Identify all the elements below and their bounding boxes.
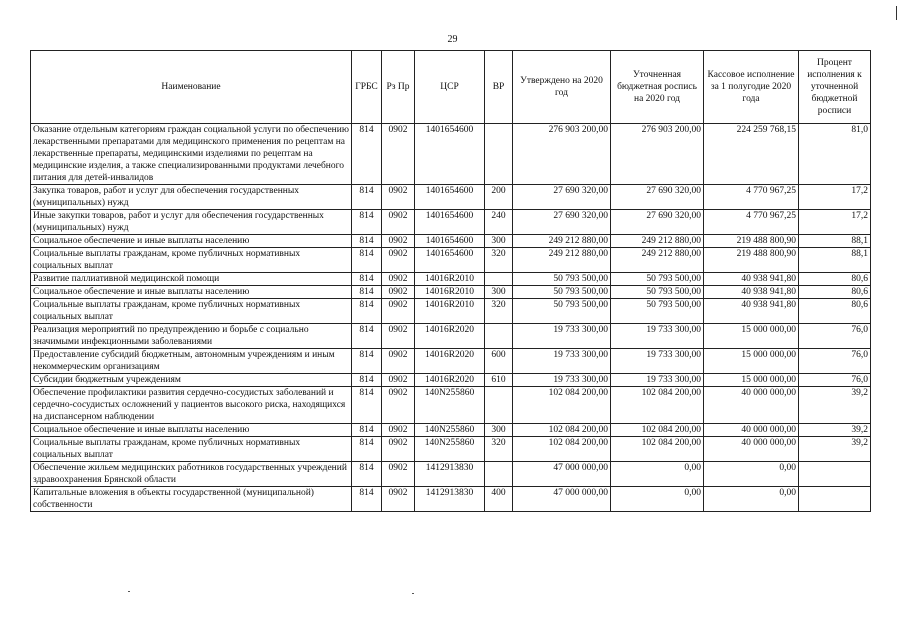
cell-refined: 50 793 500,00 xyxy=(611,286,704,299)
cell-cash: 40 938 941,80 xyxy=(704,286,799,299)
table-row xyxy=(31,324,871,349)
cell-refined: 102 084 200,00 xyxy=(611,437,704,462)
cell-percent: 88,1 xyxy=(799,248,871,273)
cell-csr: 14016R2010 xyxy=(415,299,485,324)
cell-rzpr: 0902 xyxy=(382,387,415,424)
cell-approved: 50 793 500,00 xyxy=(513,286,611,299)
cell-percent: 88,1 xyxy=(799,235,871,248)
cell-approved: 19 733 300,00 xyxy=(513,349,611,374)
cell-approved: 249 212 880,00 xyxy=(513,235,611,248)
table-body xyxy=(31,124,871,512)
table-row xyxy=(31,487,871,512)
cell-csr: 1401654600 xyxy=(415,235,485,248)
cell-rzpr: 0902 xyxy=(382,235,415,248)
cell-percent: 81,0 xyxy=(799,124,871,185)
cell-refined: 19 733 300,00 xyxy=(611,349,704,374)
cell-name: Развитие паллиативной медицинской помощи xyxy=(31,273,352,286)
cell-rzpr: 0902 xyxy=(382,324,415,349)
budget-table xyxy=(30,50,871,512)
cell-percent xyxy=(799,487,871,512)
cell-approved: 27 690 320,00 xyxy=(513,185,611,210)
scan-dust xyxy=(0,590,905,596)
cell-approved: 50 793 500,00 xyxy=(513,273,611,286)
cell-csr: 14016R2010 xyxy=(415,286,485,299)
cell-cash: 4 770 967,25 xyxy=(704,185,799,210)
table-row xyxy=(31,299,871,324)
cell-rzpr: 0902 xyxy=(382,349,415,374)
col-header-approved: Утверждено на 2020 год xyxy=(513,51,611,124)
cell-cash: 15 000 000,00 xyxy=(704,324,799,349)
cell-grbs: 814 xyxy=(352,349,382,374)
cell-grbs: 814 xyxy=(352,299,382,324)
cell-percent: 76,0 xyxy=(799,349,871,374)
col-header-cash: Кассовое исполнение за 1 полугодие 2020 года xyxy=(704,51,799,124)
cell-percent: 76,0 xyxy=(799,374,871,387)
scan-edge-mark xyxy=(896,6,897,20)
cell-vr xyxy=(485,273,513,286)
cell-csr: 1401654600 xyxy=(415,248,485,273)
cell-approved: 102 084 200,00 xyxy=(513,437,611,462)
cell-cash: 4 770 967,25 xyxy=(704,210,799,235)
cell-approved: 102 084 200,00 xyxy=(513,387,611,424)
cell-cash: 15 000 000,00 xyxy=(704,349,799,374)
col-header-percent: Процент исполнения к уточненной бюджетной росписи xyxy=(799,51,871,124)
cell-vr: 200 xyxy=(485,185,513,210)
cell-vr: 600 xyxy=(485,349,513,374)
cell-csr: 1412913830 xyxy=(415,462,485,487)
table-row xyxy=(31,235,871,248)
cell-name: Социальные выплаты гражданам, кроме публичных нормативных социальных выплат xyxy=(31,299,352,324)
cell-rzpr: 0902 xyxy=(382,374,415,387)
cell-vr xyxy=(485,124,513,185)
cell-vr xyxy=(485,387,513,424)
cell-cash: 0,00 xyxy=(704,462,799,487)
cell-refined: 0,00 xyxy=(611,462,704,487)
cell-approved: 19 733 300,00 xyxy=(513,324,611,349)
cell-name: Иные закупки товаров, работ и услуг для обеспечения государственных (муниципальных) нужд xyxy=(31,210,352,235)
cell-refined: 50 793 500,00 xyxy=(611,299,704,324)
cell-vr: 320 xyxy=(485,299,513,324)
cell-refined: 249 212 880,00 xyxy=(611,248,704,273)
table-row xyxy=(31,210,871,235)
cell-csr: 1401654600 xyxy=(415,185,485,210)
cell-vr: 320 xyxy=(485,248,513,273)
cell-percent: 39,2 xyxy=(799,387,871,424)
cell-cash: 15 000 000,00 xyxy=(704,374,799,387)
cell-percent: 76,0 xyxy=(799,324,871,349)
cell-name: Социальное обеспечение и иные выплаты населению xyxy=(31,235,352,248)
cell-rzpr: 0902 xyxy=(382,124,415,185)
col-header-vr: ВР xyxy=(485,51,513,124)
table-row xyxy=(31,437,871,462)
cell-name: Реализация мероприятий по предупреждению и борьбе с социально значимыми инфекционными заболеваниями xyxy=(31,324,352,349)
cell-percent xyxy=(799,462,871,487)
cell-cash: 40 938 941,80 xyxy=(704,273,799,286)
cell-approved: 50 793 500,00 xyxy=(513,299,611,324)
cell-cash: 0,00 xyxy=(704,487,799,512)
cell-percent: 80,6 xyxy=(799,286,871,299)
cell-grbs: 814 xyxy=(352,248,382,273)
cell-csr: 1401654600 xyxy=(415,124,485,185)
cell-csr: 140N255860 xyxy=(415,387,485,424)
table-row xyxy=(31,349,871,374)
cell-vr: 240 xyxy=(485,210,513,235)
cell-refined: 276 903 200,00 xyxy=(611,124,704,185)
cell-grbs: 814 xyxy=(352,437,382,462)
page-number: 29 xyxy=(447,34,458,45)
cell-vr xyxy=(485,324,513,349)
cell-approved: 102 084 200,00 xyxy=(513,424,611,437)
cell-name: Закупка товаров, работ и услуг для обеспечения государственных (муниципальных) нужд xyxy=(31,185,352,210)
cell-vr xyxy=(485,462,513,487)
cell-csr: 14016R2010 xyxy=(415,273,485,286)
cell-cash: 219 488 800,90 xyxy=(704,248,799,273)
cell-name: Обеспечение жильем медицинских работников государственных учреждений здравоохранения Брянской области xyxy=(31,462,352,487)
cell-csr: 140N255860 xyxy=(415,437,485,462)
cell-name: Социальное обеспечение и иные выплаты населению xyxy=(31,424,352,437)
table-row xyxy=(31,286,871,299)
col-header-grbs: ГРБС xyxy=(352,51,382,124)
cell-rzpr: 0902 xyxy=(382,248,415,273)
cell-grbs: 814 xyxy=(352,235,382,248)
col-header-rzpr: Рз Пр xyxy=(382,51,415,124)
cell-name: Социальные выплаты гражданам, кроме публичных нормативных социальных выплат xyxy=(31,437,352,462)
cell-rzpr: 0902 xyxy=(382,299,415,324)
table-row xyxy=(31,424,871,437)
cell-name: Оказание отдельным категориям граждан социальной услуги по обеспечению лекарственными препаратами для медицинского применения по рецептам на лекарственные препараты, медицинскими изделиями по рецептам на медицинские изделия, а также специализированными продуктами лечебного питания для детей-инвалидов xyxy=(31,124,352,185)
cell-grbs: 814 xyxy=(352,324,382,349)
cell-name: Субсидии бюджетным учреждениям xyxy=(31,374,352,387)
header-row xyxy=(31,51,871,124)
cell-csr: 1401654600 xyxy=(415,210,485,235)
cell-cash: 219 488 800,90 xyxy=(704,235,799,248)
cell-grbs: 814 xyxy=(352,286,382,299)
table-row xyxy=(31,374,871,387)
cell-csr: 14016R2020 xyxy=(415,349,485,374)
cell-approved: 27 690 320,00 xyxy=(513,210,611,235)
cell-percent: 17,2 xyxy=(799,185,871,210)
cell-grbs: 814 xyxy=(352,462,382,487)
cell-percent: 80,6 xyxy=(799,273,871,286)
cell-name: Обеспечение профилактики развития сердечно-сосудистых заболеваний и сердечно-сосудистых осложнений у пациентов высокого риска, находящихся на диспансерном наблюдении xyxy=(31,387,352,424)
cell-vr: 400 xyxy=(485,487,513,512)
cell-refined: 249 212 880,00 xyxy=(611,235,704,248)
col-header-csr: ЦСР xyxy=(415,51,485,124)
table-row xyxy=(31,185,871,210)
cell-grbs: 814 xyxy=(352,210,382,235)
cell-csr: 1412913830 xyxy=(415,487,485,512)
cell-rzpr: 0902 xyxy=(382,437,415,462)
cell-approved: 276 903 200,00 xyxy=(513,124,611,185)
cell-grbs: 814 xyxy=(352,487,382,512)
cell-percent: 17,2 xyxy=(799,210,871,235)
cell-rzpr: 0902 xyxy=(382,185,415,210)
cell-cash: 40 000 000,00 xyxy=(704,387,799,424)
cell-approved: 47 000 000,00 xyxy=(513,462,611,487)
cell-vr: 610 xyxy=(485,374,513,387)
cell-refined: 102 084 200,00 xyxy=(611,424,704,437)
cell-cash: 224 259 768,15 xyxy=(704,124,799,185)
cell-rzpr: 0902 xyxy=(382,273,415,286)
cell-name: Социальные выплаты гражданам, кроме публичных нормативных социальных выплат xyxy=(31,248,352,273)
cell-name: Капитальные вложения в объекты государственной (муниципальной) собственности xyxy=(31,487,352,512)
table-row xyxy=(31,273,871,286)
cell-name: Предоставление субсидий бюджетным, автономным учреждениям и иным некоммерческим организациям xyxy=(31,349,352,374)
table-row xyxy=(31,124,871,185)
cell-name: Социальное обеспечение и иные выплаты населению xyxy=(31,286,352,299)
cell-cash: 40 000 000,00 xyxy=(704,424,799,437)
cell-rzpr: 0902 xyxy=(382,210,415,235)
cell-rzpr: 0902 xyxy=(382,487,415,512)
cell-percent: 39,2 xyxy=(799,424,871,437)
cell-grbs: 814 xyxy=(352,424,382,437)
col-header-name: Наименование xyxy=(31,51,352,124)
table-row xyxy=(31,248,871,273)
cell-approved: 47 000 000,00 xyxy=(513,487,611,512)
cell-grbs: 814 xyxy=(352,387,382,424)
cell-vr: 300 xyxy=(485,286,513,299)
cell-refined: 0,00 xyxy=(611,487,704,512)
cell-cash: 40 000 000,00 xyxy=(704,437,799,462)
table-row xyxy=(31,387,871,424)
cell-csr: 140N255860 xyxy=(415,424,485,437)
cell-grbs: 814 xyxy=(352,273,382,286)
cell-approved: 19 733 300,00 xyxy=(513,374,611,387)
cell-percent: 39,2 xyxy=(799,437,871,462)
cell-vr: 300 xyxy=(485,235,513,248)
cell-approved: 249 212 880,00 xyxy=(513,248,611,273)
cell-refined: 19 733 300,00 xyxy=(611,324,704,349)
col-header-refined: Уточненная бюджетная роспись на 2020 год xyxy=(611,51,704,124)
cell-grbs: 814 xyxy=(352,185,382,210)
cell-refined: 27 690 320,00 xyxy=(611,185,704,210)
cell-refined: 102 084 200,00 xyxy=(611,387,704,424)
cell-cash: 40 938 941,80 xyxy=(704,299,799,324)
cell-refined: 50 793 500,00 xyxy=(611,273,704,286)
cell-grbs: 814 xyxy=(352,374,382,387)
cell-vr: 320 xyxy=(485,437,513,462)
cell-rzpr: 0902 xyxy=(382,462,415,487)
cell-refined: 27 690 320,00 xyxy=(611,210,704,235)
cell-rzpr: 0902 xyxy=(382,286,415,299)
cell-percent: 80,6 xyxy=(799,299,871,324)
cell-refined: 19 733 300,00 xyxy=(611,374,704,387)
cell-csr: 14016R2020 xyxy=(415,374,485,387)
table-row xyxy=(31,462,871,487)
cell-csr: 14016R2020 xyxy=(415,324,485,349)
cell-grbs: 814 xyxy=(352,124,382,185)
cell-rzpr: 0902 xyxy=(382,424,415,437)
cell-vr: 300 xyxy=(485,424,513,437)
